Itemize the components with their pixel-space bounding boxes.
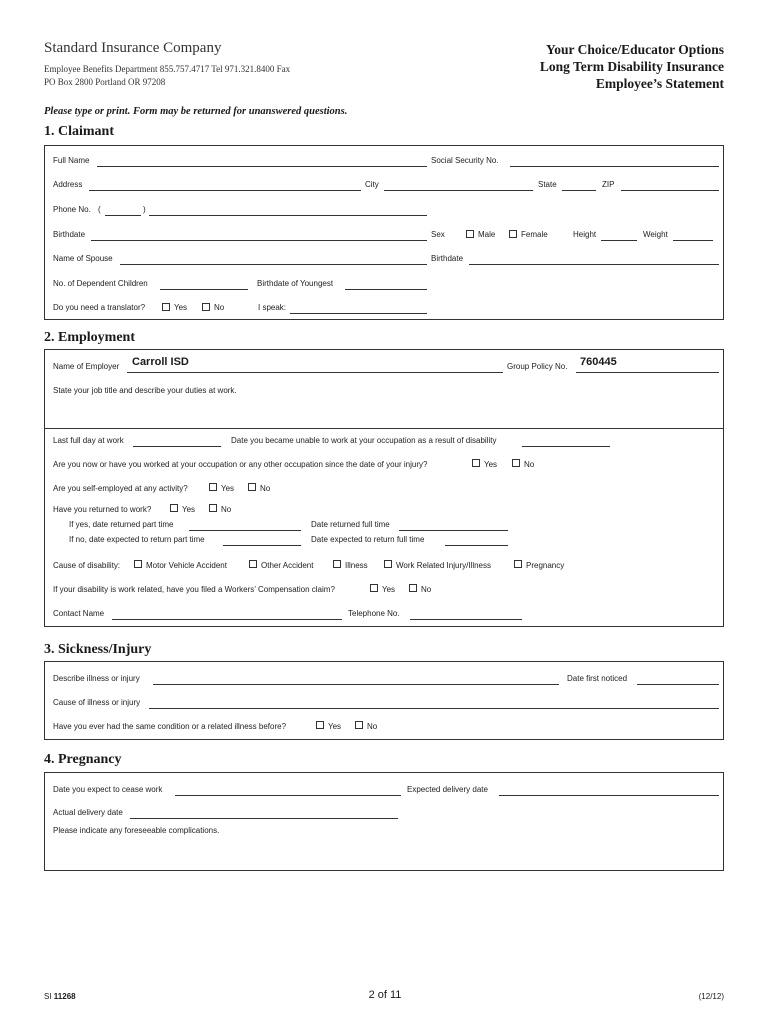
- company-name: Standard Insurance Company: [44, 40, 222, 56]
- cause-label: Cause of disability:: [53, 561, 121, 570]
- contact-name-field[interactable]: [112, 619, 342, 620]
- birthdate-label: Birthdate: [53, 230, 86, 239]
- city-field[interactable]: [384, 190, 533, 191]
- self-employed-question: Are you self-employed at any activity?: [53, 484, 188, 493]
- spouse-birthdate-label: Birthdate: [431, 254, 464, 263]
- pregnancy-section: [44, 772, 724, 871]
- pregnancy-cause-checkbox[interactable]: [514, 560, 522, 568]
- employer-field[interactable]: [127, 372, 503, 373]
- phone-number-field[interactable]: [149, 215, 427, 216]
- full-time-returned-label: Date returned full time: [311, 520, 390, 529]
- ssn-label: Social Security No.: [431, 156, 499, 165]
- complications-field[interactable]: [53, 839, 715, 867]
- same-condition-question: Have you ever had the same condition or a related illness before?: [53, 722, 287, 731]
- unable-date-field[interactable]: [522, 446, 610, 447]
- full-name-field[interactable]: [97, 166, 427, 167]
- employer-value: Carroll ISD: [132, 356, 189, 368]
- actual-delivery-label: Actual delivery date: [53, 808, 123, 817]
- illness-checkbox[interactable]: [333, 560, 341, 568]
- address-field[interactable]: [89, 190, 361, 191]
- cause-illness-label: Cause of illness or injury: [53, 698, 141, 707]
- worked-no-checkbox[interactable]: [512, 459, 520, 467]
- instructions: Please type or print. Form may be returned for unanswered questions.: [44, 106, 348, 117]
- unable-date-label: Date you became unable to work at your occupation as a result of disability: [231, 436, 497, 445]
- group-policy-label: Group Policy No.: [507, 362, 568, 371]
- page-number: 2 of 11: [368, 989, 402, 1001]
- translator-yes-checkbox[interactable]: [162, 303, 170, 311]
- group-policy-value: 760445: [580, 356, 617, 368]
- workers-comp-yes-label: Yes: [382, 585, 396, 594]
- spouse-field[interactable]: [120, 264, 427, 265]
- part-time-expected-field[interactable]: [223, 545, 301, 546]
- illness-label: Illness: [345, 561, 368, 570]
- mailing-address: PO Box 2800 Portland OR 97208: [44, 77, 166, 87]
- worked-no-label: No: [524, 460, 535, 469]
- expected-delivery-field[interactable]: [499, 795, 719, 796]
- address-label: Address: [53, 180, 83, 189]
- motor-vehicle-checkbox[interactable]: [134, 560, 142, 568]
- revision-date: (12/12): [698, 992, 724, 1001]
- phone-paren-open: (: [98, 205, 101, 214]
- same-condition-yes-label: Yes: [328, 722, 342, 731]
- dependents-label: No. of Dependent Children: [53, 279, 148, 288]
- department-contact: Employee Benefits Department 855.757.4717 Tel 971.321.8400 Fax: [44, 64, 291, 74]
- full-time-expected-label: Date expected to return full time: [311, 535, 425, 544]
- self-employed-no-label: No: [260, 484, 271, 493]
- motor-vehicle-label: Motor Vehicle Accident: [146, 561, 227, 570]
- employment-section: [44, 349, 724, 627]
- workers-comp-no-label: No: [421, 585, 432, 594]
- other-accident-checkbox[interactable]: [249, 560, 257, 568]
- first-noticed-field[interactable]: [637, 684, 719, 685]
- worked-yes-checkbox[interactable]: [472, 459, 480, 467]
- work-related-checkbox[interactable]: [384, 560, 392, 568]
- state-label: State: [538, 180, 557, 189]
- returned-yes-checkbox[interactable]: [170, 504, 178, 512]
- job-title-field[interactable]: [53, 398, 715, 426]
- sickness-section: [44, 661, 724, 740]
- self-employed-yes-checkbox[interactable]: [209, 483, 217, 491]
- work-related-label: Work Related Injury/Illness: [396, 561, 491, 570]
- workers-comp-yes-checkbox[interactable]: [370, 584, 378, 592]
- describe-illness-field[interactable]: [153, 684, 559, 685]
- form-number: 11268: [53, 992, 76, 1001]
- form-title-3: Employee’s Statement: [595, 76, 724, 91]
- actual-delivery-field[interactable]: [130, 818, 398, 819]
- spouse-label: Name of Spouse: [53, 254, 113, 263]
- part-time-expected-label: If no, date expected to return part time: [69, 535, 205, 544]
- employment-divider: [45, 428, 723, 429]
- speak-label: I speak:: [258, 303, 287, 312]
- phone-area-code-field[interactable]: [105, 215, 141, 216]
- youngest-birthdate-field[interactable]: [345, 289, 427, 290]
- male-checkbox[interactable]: [466, 230, 474, 238]
- same-condition-yes-checkbox[interactable]: [316, 721, 324, 729]
- translator-yes-label: Yes: [174, 303, 188, 312]
- returned-no-checkbox[interactable]: [209, 504, 217, 512]
- full-time-returned-field[interactable]: [399, 530, 508, 531]
- sex-label: Sex: [431, 230, 445, 239]
- same-condition-no-label: No: [367, 722, 378, 731]
- section-pregnancy-heading: 4. Pregnancy: [44, 752, 122, 767]
- speak-field[interactable]: [290, 313, 427, 314]
- group-policy-field[interactable]: [576, 372, 719, 373]
- ssn-field[interactable]: [510, 166, 719, 167]
- female-checkbox[interactable]: [509, 230, 517, 238]
- worked-question: Are you now or have you worked at your occupation or any other occupation since the date of your injury?: [53, 460, 428, 469]
- telephone-field[interactable]: [410, 619, 522, 620]
- complications-label: Please indicate any foreseeable complications.: [53, 826, 220, 835]
- other-accident-label: Other Accident: [261, 561, 314, 570]
- spouse-birthdate-field[interactable]: [469, 264, 719, 265]
- state-field[interactable]: [562, 190, 596, 191]
- employer-label: Name of Employer: [53, 362, 120, 371]
- cease-work-field[interactable]: [175, 795, 401, 796]
- female-label: Female: [521, 230, 548, 239]
- cease-work-label: Date you expect to cease work: [53, 785, 163, 794]
- city-label: City: [365, 180, 379, 189]
- translator-label: Do you need a translator?: [53, 303, 146, 312]
- returned-yes-label: Yes: [182, 505, 196, 514]
- describe-illness-label: Describe illness or injury: [53, 674, 140, 683]
- phone-label: Phone No.: [53, 205, 91, 214]
- cause-illness-field[interactable]: [149, 708, 719, 709]
- form-prefix: SI: [44, 992, 54, 1001]
- pregnancy-cause-label: Pregnancy: [526, 561, 565, 570]
- part-time-returned-label: If yes, date returned part time: [69, 520, 174, 529]
- form-title-1: Your Choice/Educator Options: [545, 42, 724, 57]
- last-day-label: Last full day at work: [53, 436, 124, 445]
- zip-label: ZIP: [602, 180, 615, 189]
- section-employment-heading: 2. Employment: [44, 330, 135, 345]
- height-label: Height: [573, 230, 597, 239]
- phone-paren-close: ): [143, 205, 146, 214]
- form-title-2: Long Term Disability Insurance: [539, 59, 724, 74]
- weight-label: Weight: [643, 230, 668, 239]
- last-day-field[interactable]: [133, 446, 221, 447]
- first-noticed-label: Date first noticed: [567, 674, 628, 683]
- contact-name-label: Contact Name: [53, 609, 105, 618]
- workers-comp-question: If your disability is work related, have you filed a Workers’ Compensation claim?: [53, 585, 335, 594]
- weight-field[interactable]: [673, 240, 713, 241]
- claimant-section: [44, 145, 724, 320]
- youngest-birthdate-label: Birthdate of Youngest: [257, 279, 334, 288]
- dependents-field[interactable]: [160, 289, 248, 290]
- worked-yes-label: Yes: [484, 460, 498, 469]
- full-name-label: Full Name: [53, 156, 90, 165]
- telephone-label: Telephone No.: [348, 609, 400, 618]
- same-condition-no-checkbox[interactable]: [355, 721, 363, 729]
- returned-question: Have you returned to work?: [53, 505, 152, 514]
- expected-delivery-label: Expected delivery date: [407, 785, 488, 794]
- translator-no-label: No: [214, 303, 225, 312]
- self-employed-yes-label: Yes: [221, 484, 235, 493]
- section-claimant-heading: 1. Claimant: [44, 124, 114, 139]
- zip-field[interactable]: [621, 190, 719, 191]
- translator-no-checkbox[interactable]: [202, 303, 210, 311]
- returned-no-label: No: [221, 505, 232, 514]
- workers-comp-no-checkbox[interactable]: [409, 584, 417, 592]
- birthdate-field[interactable]: [91, 240, 427, 241]
- full-time-expected-field[interactable]: [445, 545, 508, 546]
- section-sickness-heading: 3. Sickness/Injury: [44, 642, 152, 657]
- male-label: Male: [478, 230, 496, 239]
- part-time-returned-field[interactable]: [189, 530, 301, 531]
- height-field[interactable]: [601, 240, 637, 241]
- self-employed-no-checkbox[interactable]: [248, 483, 256, 491]
- job-title-label: State your job title and describe your duties at work.: [53, 386, 237, 395]
